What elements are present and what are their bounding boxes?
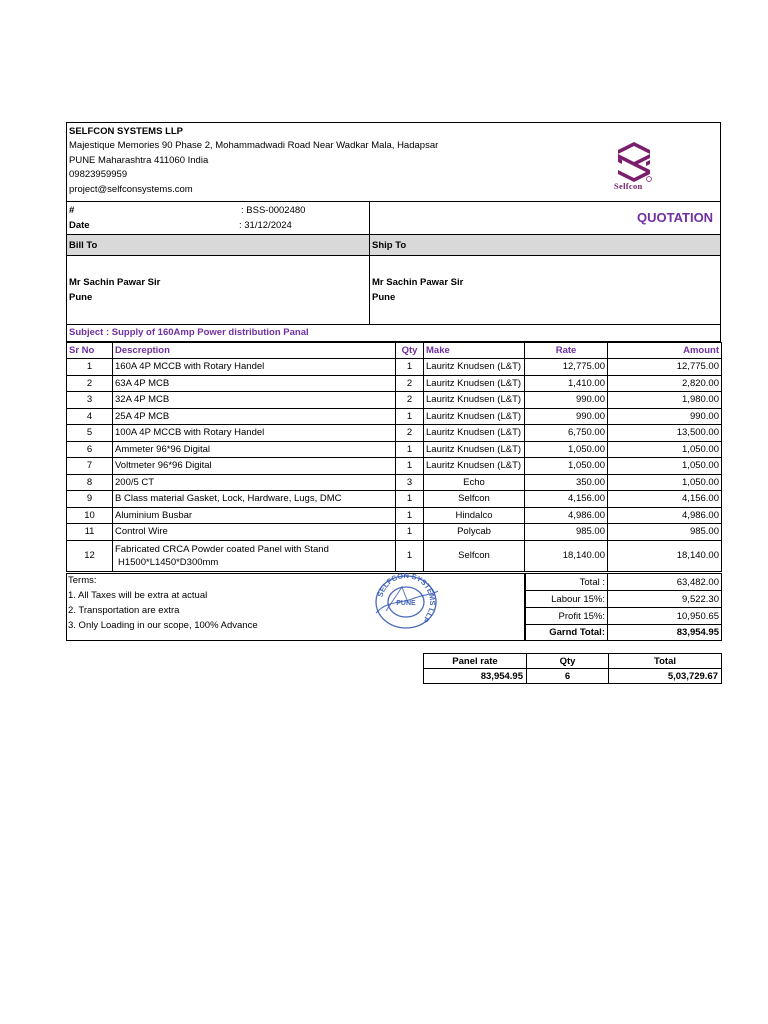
ship-to-label: Ship To [372,240,407,251]
item-rate: 6,750.00 [525,425,608,442]
item-sr: 9 [67,491,113,508]
panel-total-header: Total [609,654,722,669]
item-make: Lauritz Knudsen (L&T) [424,392,525,409]
item-description: Voltmeter 96*96 Digital [113,458,396,475]
quote-number-label: # [69,205,75,216]
summary-grand-total-label: Garnd Total: [526,625,608,641]
item-description: B Class material Gasket, Lock, Hardware, Lugs, DMC [113,491,396,508]
summary-total-value: 63,482.00 [608,574,722,591]
summary-table [525,573,722,641]
item-sr: 1 [67,359,113,376]
quotation-document [66,122,721,640]
ship-to-name: Mr Sachin Pawar Sir [372,277,464,288]
col-sr-no: Sr No [67,343,113,359]
summary-profit-label: Profit 15%: [526,608,608,625]
item-qty: 1 [396,408,424,425]
item-qty: 2 [396,375,424,392]
item-qty: 3 [396,474,424,491]
item-rate: 18,140.00 [525,540,608,571]
summary-labour-label: Labour 15%: [526,591,608,608]
table-row [67,359,722,376]
stamp-inner-text: PUNE [396,600,416,607]
panel-rate-table [423,653,722,684]
item-description: 63A 4P MCB [113,375,396,392]
selfcon-logo [609,140,659,196]
panel-rate-value: 83,954.95 [424,669,527,684]
item-amount: 18,140.00 [608,540,722,571]
item-description: 32A 4P MCB [113,392,396,409]
company-address-line1: Majestique Memories 90 Phase 2, Mohammadwadi Road Near Wadkar Mala, Hadapsar [69,140,439,151]
panel-total-value: 5,03,729.67 [609,669,722,684]
summary-row [526,574,722,591]
bill-to-city: Pune [69,292,93,303]
summary-row [526,591,722,608]
panel-header-row [424,654,722,669]
item-description-multiline [113,540,396,571]
item-make: Hindalco [424,507,525,524]
table-row [67,491,722,508]
date-label: Date [69,220,90,231]
bill-to-name: Mr Sachin Pawar Sir [69,277,161,288]
item-qty: 1 [396,507,424,524]
selfcon-logo-icon [609,140,659,184]
col-qty: Qty [396,343,424,359]
item-rate: 1,050.00 [525,458,608,475]
bill-to-label: Bill To [69,240,98,251]
table-row [67,524,722,541]
item-qty: 1 [396,441,424,458]
item-amount: 1,050.00 [608,458,722,475]
item-qty: 2 [396,392,424,409]
item-make: Lauritz Knudsen (L&T) [424,375,525,392]
item-qty: 1 [396,458,424,475]
item-sr: 8 [67,474,113,491]
company-stamp [372,573,440,631]
table-row [67,408,722,425]
item-sr: 6 [67,441,113,458]
item-rate: 4,986.00 [525,507,608,524]
item-amount: 1,050.00 [608,441,722,458]
date-value: : 31/12/2024 [239,220,292,231]
item-description: 25A 4P MCB [113,408,396,425]
table-row [67,458,722,475]
panel-rate-header: Panel rate [424,654,527,669]
item-description: Control Wire [113,524,396,541]
summary-row [526,608,722,625]
item-qty: 1 [396,491,424,508]
item-amount: 1,980.00 [608,392,722,409]
item-rate: 1,410.00 [525,375,608,392]
ship-to-city: Pune [372,292,396,303]
table-row [67,540,722,571]
summary-grand-total-value: 83,954.95 [608,625,722,641]
items-table [66,342,722,572]
item-make: Selfcon [424,540,525,571]
table-row [67,425,722,442]
table-row [67,474,722,491]
item-make: Polycab [424,524,525,541]
terms-line: 2. Transportation are extra [68,605,180,616]
item-description-dimensions: H1500*L1450*D300mm [118,556,219,568]
item-rate: 985.00 [525,524,608,541]
panel-qty-value: 6 [527,669,609,684]
document-title: QUOTATION [637,210,714,225]
stamp-seal-icon [372,573,440,631]
item-qty: 1 [396,359,424,376]
item-make: Echo [424,474,525,491]
item-rate: 350.00 [525,474,608,491]
item-qty: 2 [396,425,424,442]
item-amount: 2,820.00 [608,375,722,392]
terms-title: Terms: [68,575,97,586]
selfcon-logo-text: Selfcon [614,181,643,191]
item-description: Aluminium Busbar [113,507,396,524]
bill-to-box [66,255,370,325]
summary-labour-value: 9,522.30 [608,591,722,608]
table-row [67,375,722,392]
item-description: 100A 4P MCCB with Rotary Handel [113,425,396,442]
terms-line: 1. All Taxes will be extra at actual [68,590,208,601]
item-rate: 4,156.00 [525,491,608,508]
item-amount: 990.00 [608,408,722,425]
item-rate: 1,050.00 [525,441,608,458]
item-sr: 7 [67,458,113,475]
item-make: Lauritz Knudsen (L&T) [424,408,525,425]
item-description: 160A 4P MCCB with Rotary Handel [113,359,396,376]
col-amount: Amount [608,343,722,359]
item-sr: 10 [67,507,113,524]
company-name: SELFCON SYSTEMS LLP [69,126,184,137]
company-address-line2: PUNE Maharashtra 411060 India [69,155,209,166]
item-sr: 4 [67,408,113,425]
item-make: Lauritz Knudsen (L&T) [424,458,525,475]
summary-profit-value: 10,950.65 [608,608,722,625]
company-phone: 09823959959 [69,169,128,180]
stamp-outer-text: SELFCON SYSTEMS LLP [375,573,438,625]
item-rate: 990.00 [525,408,608,425]
summary-row [526,625,722,641]
item-qty: 1 [396,540,424,571]
ship-to-header [369,234,721,256]
bill-to-header [66,234,370,256]
item-sr: 2 [67,375,113,392]
item-description: Fabricated CRCA Powder coated Panel with Stand [115,543,329,555]
table-row [67,441,722,458]
item-make: Lauritz Knudsen (L&T) [424,425,525,442]
item-amount: 13,500.00 [608,425,722,442]
meta-left-box [66,201,370,235]
col-description: Descreption [113,343,396,359]
item-amount: 985.00 [608,524,722,541]
table-row [67,392,722,409]
item-amount: 4,156.00 [608,491,722,508]
item-sr: 5 [67,425,113,442]
item-qty: 1 [396,524,424,541]
table-row [67,507,722,524]
item-amount: 1,050.00 [608,474,722,491]
quote-number-value: : BSS-0002480 [241,205,306,216]
item-rate: 12,775.00 [525,359,608,376]
terms-line: 3. Only Loading in our scope, 100% Advance [68,620,258,631]
item-make: Lauritz Knudsen (L&T) [424,359,525,376]
col-make: Make [424,343,525,359]
item-sr: 3 [67,392,113,409]
item-description: 200/5 CT [113,474,396,491]
item-rate: 990.00 [525,392,608,409]
company-email: project@selfconsystems.com [69,184,193,195]
item-description: Ammeter 96*96 Digital [113,441,396,458]
items-header-row [67,343,722,359]
item-amount: 12,775.00 [608,359,722,376]
col-rate: Rate [525,343,608,359]
ship-to-box [369,255,721,325]
item-amount: 4,986.00 [608,507,722,524]
item-sr: 11 [67,524,113,541]
item-sr: 12 [67,540,113,571]
subject-line: Subject : Supply of 160Amp Power distribution Panal [69,327,309,338]
item-make: Selfcon [424,491,525,508]
summary-total-label: Total : [526,574,608,591]
item-make: Lauritz Knudsen (L&T) [424,441,525,458]
panel-qty-header: Qty [527,654,609,669]
panel-value-row [424,669,722,684]
